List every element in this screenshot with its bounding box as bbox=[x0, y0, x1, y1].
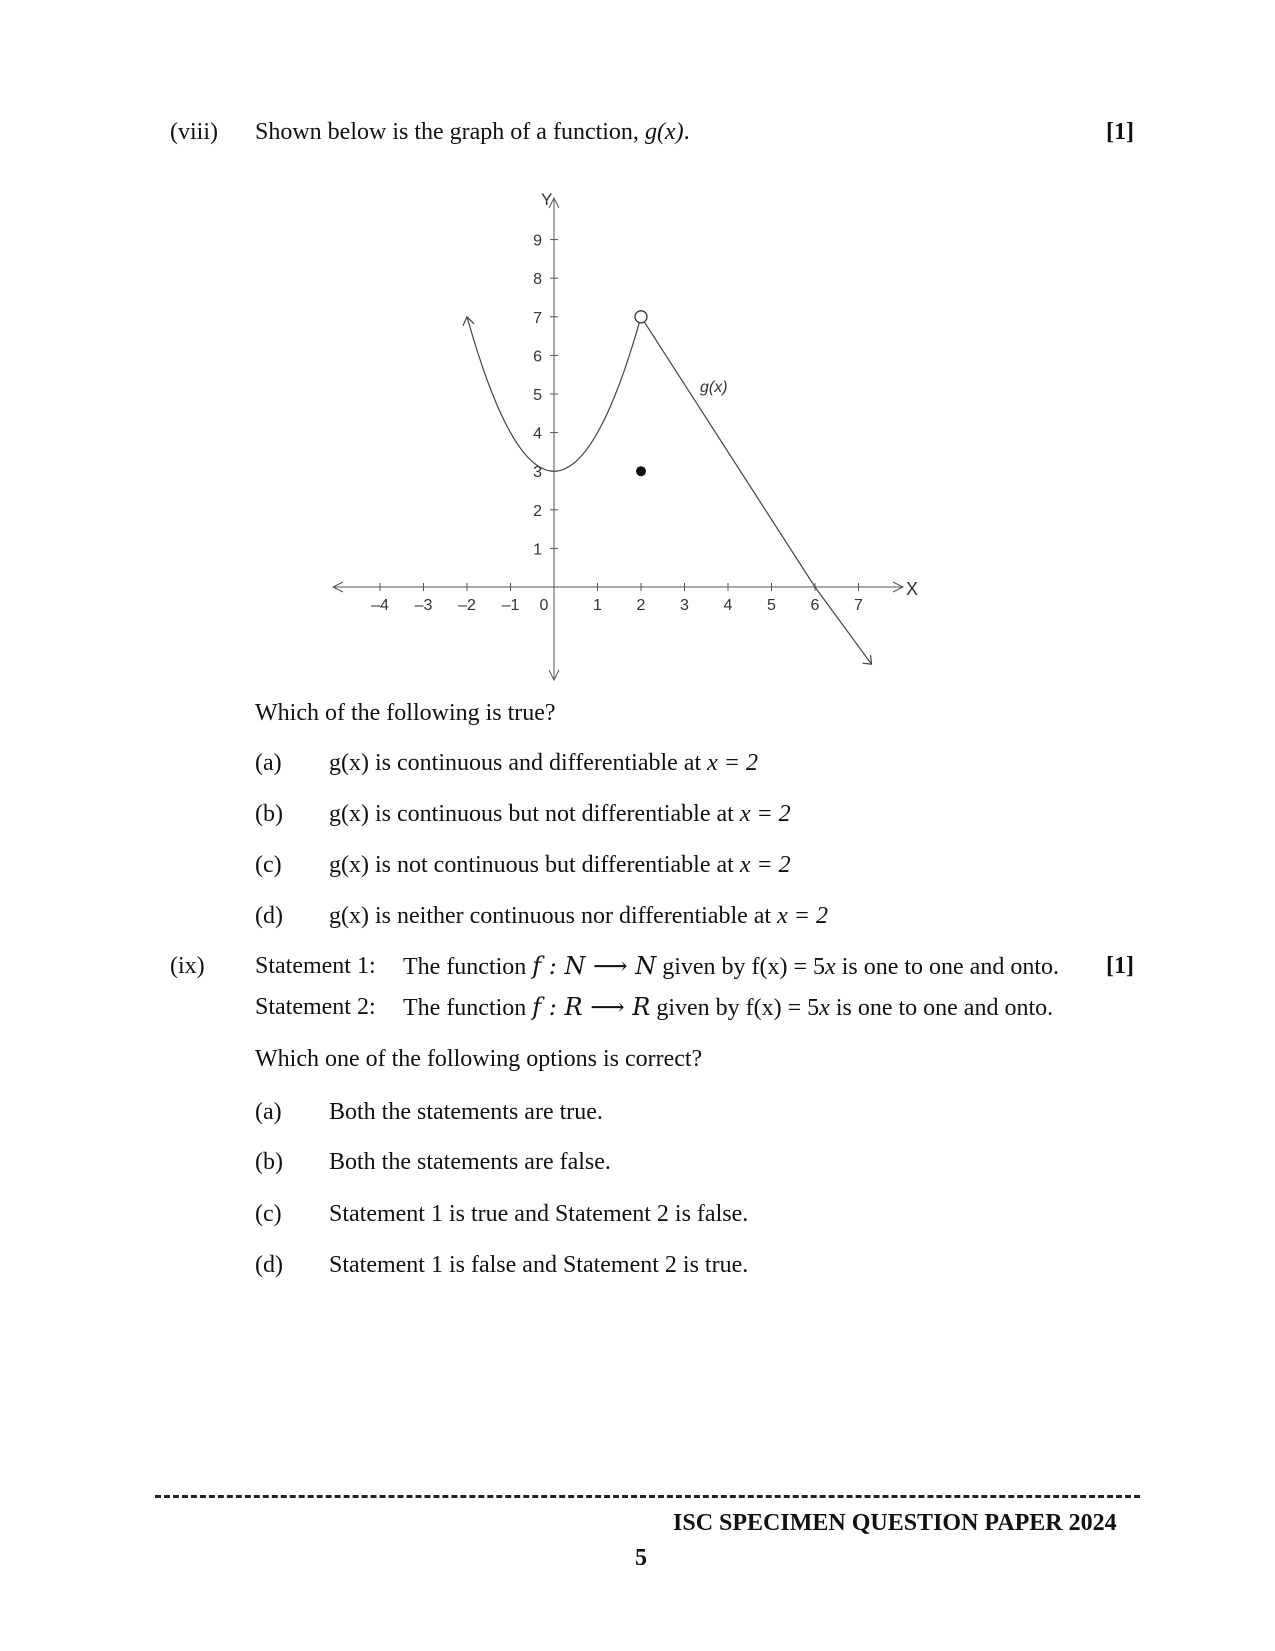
q8-option-a-cond: x = 2 bbox=[707, 750, 758, 776]
question-8-number: (viii) bbox=[170, 119, 218, 145]
q9-option-a-label: (a) bbox=[255, 1099, 282, 1125]
y-tick-label: 1 bbox=[533, 541, 542, 559]
y-tick-label: 6 bbox=[533, 348, 542, 366]
y-tick-label: 5 bbox=[533, 387, 542, 404]
statement-1-mid: given by f(x) = 5 bbox=[656, 954, 826, 980]
q8-option-c-label: (c) bbox=[255, 852, 282, 878]
q8-option-b-fn: g(x) bbox=[329, 801, 369, 827]
statement-2-post: is one to one and onto. bbox=[829, 995, 1054, 1021]
x-tick-label: –2 bbox=[458, 597, 476, 614]
y-axis bbox=[549, 198, 559, 680]
x-tick-label: 4 bbox=[723, 597, 733, 614]
x-tick-label: 6 bbox=[810, 597, 820, 614]
statement-2-map: f : R ⟶ R bbox=[532, 993, 651, 1021]
statement-2-pre: The function bbox=[403, 995, 533, 1021]
closed-point bbox=[636, 466, 646, 476]
question-9-marks: [1] bbox=[1106, 953, 1134, 979]
line-curve bbox=[641, 317, 872, 664]
statement-2-var: x bbox=[819, 995, 830, 1021]
x-tick-label: 5 bbox=[767, 597, 776, 614]
statement-1 bbox=[403, 951, 1059, 982]
q8-option-a-label: (a) bbox=[255, 750, 282, 776]
question-8-prompt-end: . bbox=[683, 119, 690, 145]
statement-1-var: x bbox=[825, 954, 836, 980]
statement-2 bbox=[403, 992, 1053, 1023]
question-8-function: g(x) bbox=[644, 119, 684, 145]
q8-option-a-fn: g(x) bbox=[329, 750, 369, 776]
q9-option-d-label: (d) bbox=[255, 1252, 283, 1278]
open-point bbox=[635, 311, 647, 323]
x-tick-label: 1 bbox=[593, 597, 602, 614]
x-tick-label: –4 bbox=[371, 597, 389, 614]
statement-1-map: f : N ⟶ N bbox=[532, 952, 657, 980]
x-tick-label: 7 bbox=[854, 597, 863, 614]
x-ticks bbox=[371, 583, 863, 614]
question-9-text: Which one of the following options is correct? bbox=[255, 1046, 703, 1072]
statement-1-label: Statement 1: bbox=[255, 953, 376, 979]
y-tick-label: 3 bbox=[533, 464, 542, 482]
y-tick-label: 9 bbox=[533, 232, 542, 250]
q8-option-b bbox=[329, 799, 791, 829]
q8-option-c-fn: g(x) bbox=[329, 852, 369, 878]
footer-title: ISC SPECIMEN QUESTION PAPER 2024 bbox=[673, 1510, 1117, 1536]
q9-option-b: Both the statements are false. bbox=[329, 1149, 611, 1175]
q8-option-a-text: is continuous and differentiable at bbox=[368, 750, 708, 776]
statement-1-pre: The function bbox=[403, 954, 533, 980]
x-tick-label: 0 bbox=[539, 597, 549, 614]
q8-option-c bbox=[329, 850, 791, 880]
q8-option-d-label: (d) bbox=[255, 903, 283, 929]
x-axis-label: X bbox=[906, 579, 919, 599]
q8-option-b-cond: x = 2 bbox=[739, 801, 791, 827]
q8-option-d-text: is neither continuous nor differentiable at bbox=[368, 903, 778, 929]
y-tick-label: 4 bbox=[533, 425, 542, 443]
y-tick-label: 2 bbox=[533, 502, 542, 520]
statement-2-label: Statement 2: bbox=[255, 994, 376, 1020]
statement-1-post: is one to one and onto. bbox=[835, 954, 1059, 980]
q8-option-c-text: is not continuous but differentiable at bbox=[368, 852, 740, 878]
statement-2-mid: given by f(x) = 5 bbox=[650, 995, 820, 1021]
x-tick-label: 3 bbox=[680, 597, 689, 614]
q8-option-d-fn: g(x) bbox=[329, 903, 369, 929]
page-number: 5 bbox=[635, 1545, 647, 1571]
x-tick-label: 2 bbox=[636, 597, 646, 614]
q9-option-c: Statement 1 is true and Statement 2 is false. bbox=[329, 1201, 749, 1227]
x-tick-label: –3 bbox=[414, 597, 433, 614]
question-8-text: Which of the following is true? bbox=[255, 700, 556, 726]
question-8-prompt-text: Shown below is the graph of a function, bbox=[255, 119, 645, 145]
question-8-marks: [1] bbox=[1106, 119, 1134, 145]
q9-option-b-label: (b) bbox=[255, 1149, 283, 1175]
q8-option-b-text: is continuous but not differentiable at bbox=[368, 801, 740, 827]
curve-label: g(x) bbox=[700, 379, 728, 396]
q9-option-a: Both the statements are true. bbox=[329, 1099, 603, 1125]
footer-dashed-rule bbox=[155, 1495, 1140, 1498]
q8-option-d-cond: x = 2 bbox=[777, 903, 828, 929]
y-tick-label: 7 bbox=[533, 309, 542, 327]
y-axis-label: Y bbox=[541, 190, 553, 209]
q8-option-d bbox=[329, 901, 828, 931]
q8-option-a bbox=[329, 748, 758, 778]
q9-option-d: Statement 1 is false and Statement 2 is true. bbox=[329, 1252, 749, 1278]
q8-option-c-cond: x = 2 bbox=[739, 852, 791, 878]
x-tick-label: –1 bbox=[501, 597, 520, 614]
question-9-number: (ix) bbox=[170, 953, 205, 979]
y-tick-label: 8 bbox=[533, 271, 542, 289]
q8-option-b-label: (b) bbox=[255, 801, 283, 827]
q9-option-c-label: (c) bbox=[255, 1201, 282, 1227]
